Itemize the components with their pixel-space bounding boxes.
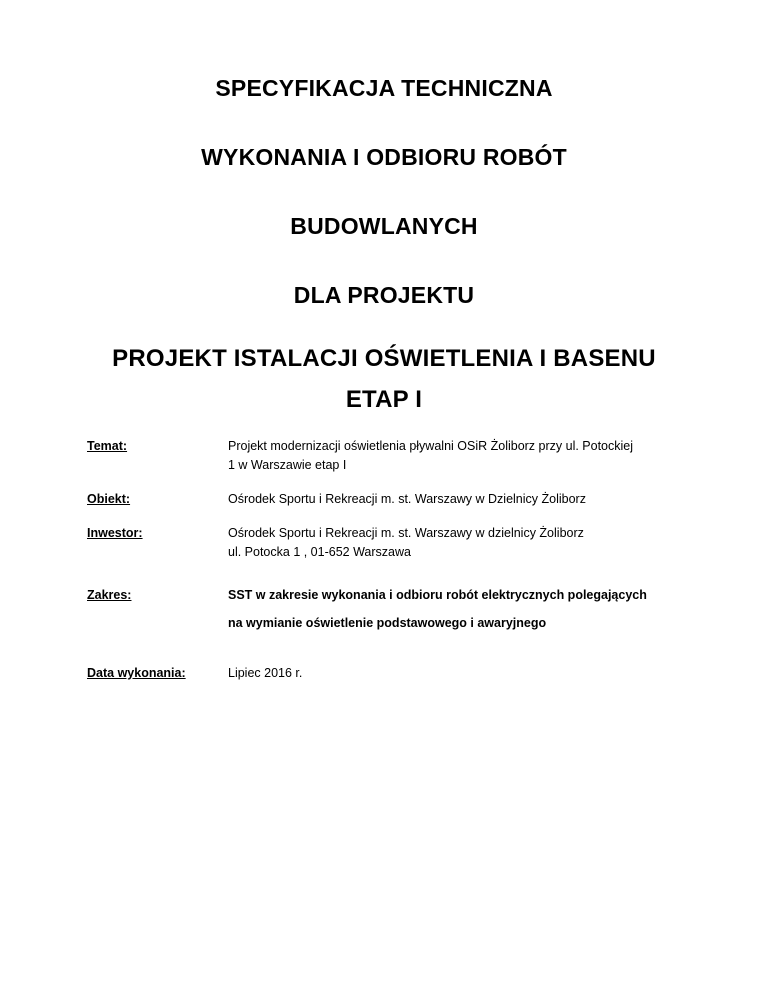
title-line-6: ETAP I <box>345 386 423 413</box>
field-inwestor-line-1: Ośrodek Sportu i Rekreacji m. st. Warszawy w dzielnicy Żoliborz <box>228 526 584 540</box>
title-line-5: PROJEKT ISTALACJI OŚWIETLENIA I BASENU <box>112 345 656 372</box>
title-line-4: DLA PROJEKTU <box>293 282 475 308</box>
field-temat-value <box>228 437 708 475</box>
title-line-2: WYKONANIA I ODBIORU ROBÓT <box>201 144 567 170</box>
field-obiekt-label: Obiekt: <box>87 492 131 506</box>
field-inwestor-line-2: ul. Potocka 1 , 01-652 Warszawa <box>228 545 411 559</box>
title-line-3: BUDOWLANYCH <box>290 213 478 239</box>
field-zakres-line-2: na wymianie oświetlenie podstawowego i awaryjnego <box>228 616 547 630</box>
field-zakres-line-1: SST w zakresie wykonania i odbioru robót elektrycznych polegających <box>228 588 647 602</box>
field-data-wykonania-label: Data wykonania: <box>87 666 186 680</box>
field-data-wykonania-line-1: Lipiec 2016 r. <box>228 666 303 680</box>
field-obiekt-value <box>228 490 708 509</box>
field-obiekt-line-1: Ośrodek Sportu i Rekreacji m. st. Warszawy w Dzielnicy Żoliborz <box>228 492 586 506</box>
field-zakres-label: Zakres: <box>87 588 132 602</box>
field-temat-line-2: 1 w Warszawie etap I <box>228 458 347 472</box>
field-temat-label: Temat: <box>87 439 128 453</box>
field-temat-line-1: Projekt modernizacji oświetlenia pływalni OSiR Żoliborz przy ul. Potockiej <box>228 439 634 453</box>
field-data-wykonania-value <box>228 664 708 683</box>
field-inwestor-value <box>228 524 708 562</box>
title-line-1: SPECYFIKACJA TECHNICZNA <box>215 75 553 101</box>
field-zakres-value <box>228 586 708 633</box>
field-inwestor-label: Inwestor: <box>87 526 143 540</box>
